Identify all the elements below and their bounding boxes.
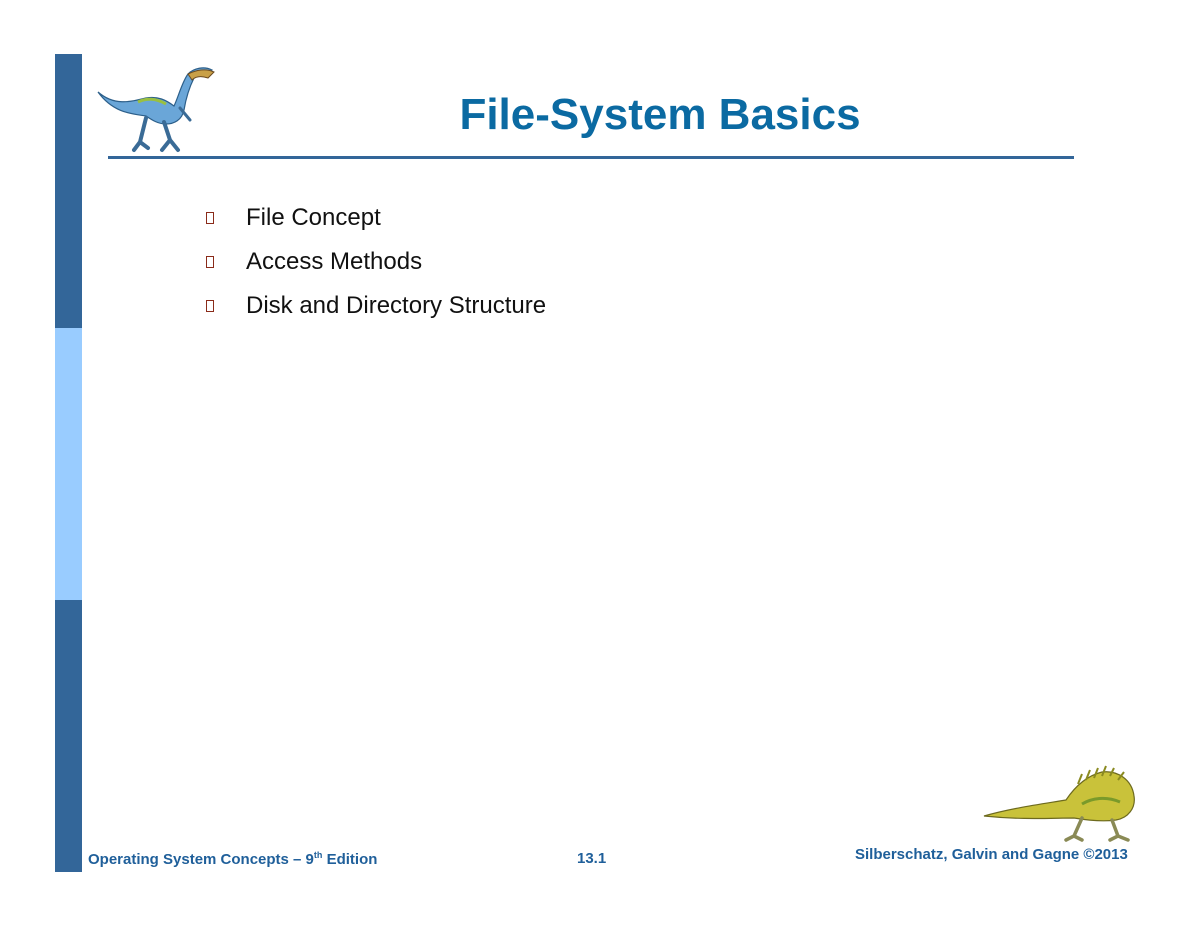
bullet-square-icon (206, 300, 214, 312)
footer-authors: Silberschatz, Galvin and Gagne ©2013 (855, 846, 1128, 863)
dinosaur-icon (982, 760, 1138, 842)
list-item (206, 196, 546, 240)
sidebar-band-top (55, 54, 82, 328)
sidebar-band-middle (55, 328, 82, 600)
dinosaur-icon (94, 62, 220, 156)
list-item (206, 284, 546, 328)
bullet-text: Disk and Directory Structure (246, 292, 547, 319)
footer-book-title (88, 850, 377, 868)
title-divider (108, 156, 1074, 159)
page-number: 13.1 (577, 850, 607, 867)
bullet-square-icon (206, 256, 214, 268)
footer-edition-word: Edition (322, 851, 378, 868)
bullet-list (206, 196, 546, 328)
sidebar-band-bottom (55, 600, 82, 872)
bullet-text: Access Methods (246, 248, 423, 275)
list-item (206, 240, 546, 284)
slide-title: File-System Basics (459, 90, 861, 139)
footer-book-text: Operating System Concepts – 9 (88, 851, 314, 868)
footer-edition-superscript: th (313, 850, 323, 860)
bullet-text: File Concept (246, 204, 381, 231)
bullet-square-icon (206, 212, 214, 224)
